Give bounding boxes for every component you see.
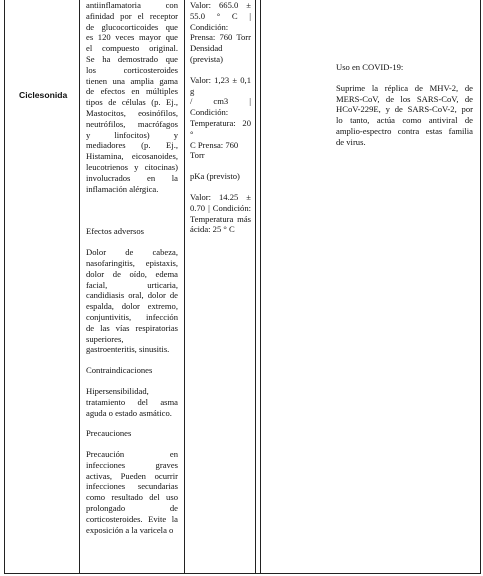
text-line: de efectos en múltiples xyxy=(86,86,178,97)
text-line: como resultado del uso xyxy=(86,492,178,503)
text-line: Densidad xyxy=(190,43,223,54)
text-line: Histamina, eicosanoides, xyxy=(86,151,178,162)
text-line: lo tanto, actúa como antiviral de xyxy=(336,115,473,126)
pharmacology-text xyxy=(86,0,178,535)
adverse-effects-paragraph xyxy=(86,247,178,355)
text-line: tienen una amplia gama xyxy=(86,75,178,86)
text-line: 0.70 | Condición: xyxy=(190,202,251,213)
text-line: (prevista) xyxy=(190,53,223,64)
text-line: leucotrienos y citocinas) xyxy=(86,161,178,172)
text-line: Se ha demostrado que xyxy=(86,53,178,64)
text-line: Dolor de cabeza, xyxy=(86,247,178,258)
text-line: es 120 veces mayor que xyxy=(86,32,178,43)
text-line: Valor: 665.0 ± xyxy=(190,0,251,10)
text-line: nasofaringitis, epistaxis, xyxy=(86,257,178,268)
text-line: candidiasis oral, dolor de xyxy=(86,290,178,301)
text-line: tipos de células (p. Ej., xyxy=(86,97,178,108)
text-line: amplio-espectro contra estas familia xyxy=(336,125,473,136)
text-line: Precaución en xyxy=(86,449,178,460)
text-line: afinidad por el receptor xyxy=(86,10,178,21)
text-line: infecciones graves xyxy=(86,459,178,470)
text-line: Mastocitos, eosinófilos, xyxy=(86,107,178,118)
adverse-effects-heading: Efectos adversos xyxy=(86,226,144,237)
density-block xyxy=(190,75,251,161)
text-line: involucrados en la xyxy=(86,172,178,183)
contraindications-paragraph xyxy=(86,386,178,418)
text-line: HCoV-229E, y de SARS-CoV-2, por xyxy=(336,104,473,115)
text-line: infecciones secundarias xyxy=(86,481,178,492)
text-line: pKa (previsto) xyxy=(190,171,240,182)
text-line: gastroenteritis, sinusitis. xyxy=(86,344,170,355)
pharmacology-cell xyxy=(80,0,185,573)
text-line: dolor de oído, edema xyxy=(86,268,178,279)
text-line: mediadores (p. Ej., xyxy=(86,140,178,151)
text-line: activas, Pueden ocurrir xyxy=(86,470,178,481)
drug-name-cell xyxy=(5,0,80,573)
text-line: corticosteroides. Evite la xyxy=(86,513,178,524)
text-line: prolongado de xyxy=(86,503,178,514)
text-line: MERS-CoV, de los SARS-CoV, de xyxy=(336,93,473,104)
text-line: antiinflamatoria con xyxy=(86,0,178,10)
text-line: Hipersensibilidad, xyxy=(86,385,149,396)
contraindications-heading: Contraindicaciones xyxy=(86,365,153,376)
text-line: de virus. xyxy=(336,136,366,147)
text-line: ácida: 25 ° C xyxy=(190,224,235,235)
text-line: neutrófilos, macrófagos xyxy=(86,118,178,129)
text-line: inflamación alérgica. xyxy=(86,183,159,194)
text-line: C Prensa: 760 Torr xyxy=(190,139,239,161)
text-line: aguda o estado asmático. xyxy=(86,407,172,418)
text-line: Suprime la réplica de MHV-2, de xyxy=(336,82,473,93)
pka-label xyxy=(190,171,251,182)
text-line: facial, urticaria, xyxy=(86,279,178,290)
precautions-paragraph xyxy=(86,449,178,535)
text-line: de glucocorticoides que xyxy=(86,21,178,32)
text-line: los corticosteroides xyxy=(86,64,178,75)
text-line: 55.0 ° C | xyxy=(190,10,251,21)
mechanism-paragraph xyxy=(86,0,178,194)
drug-name: Ciclesonida xyxy=(19,90,68,100)
text-line: superiores, xyxy=(86,333,124,344)
text-line: Condición: xyxy=(190,21,229,32)
text-line: Temperatura más xyxy=(190,213,251,224)
text-line: conjuntivitis, infección xyxy=(86,311,178,322)
text-line: Valor: 1,23 ± 0,1 g xyxy=(190,74,251,96)
text-line: y linfocitos) y xyxy=(86,129,178,140)
text-line: el compuesto original. xyxy=(86,43,178,54)
text-line: de las vías respiratorias xyxy=(86,322,178,333)
covid-heading: Uso en COVID-19: xyxy=(336,62,404,72)
text-line: Temperatura: 20 ° xyxy=(190,117,251,139)
covid-paragraph xyxy=(336,83,473,148)
text-line: tratamiento del asma xyxy=(86,396,178,407)
text-line: Prensa: 760 Torr xyxy=(190,32,251,43)
text-line: Valor: 14.25 ± xyxy=(190,191,251,202)
covid-text xyxy=(336,62,473,148)
text-line: / cm3 | Condición: xyxy=(190,96,251,118)
text-line: espalda, dolor extremo, xyxy=(86,301,178,312)
text-line: exposición a la varicela o xyxy=(86,524,174,535)
precautions-heading: Precauciones xyxy=(86,428,132,439)
boiling-point-block xyxy=(190,0,251,65)
pka-block xyxy=(190,192,251,235)
properties-cell xyxy=(185,0,256,573)
properties-text xyxy=(190,0,251,235)
